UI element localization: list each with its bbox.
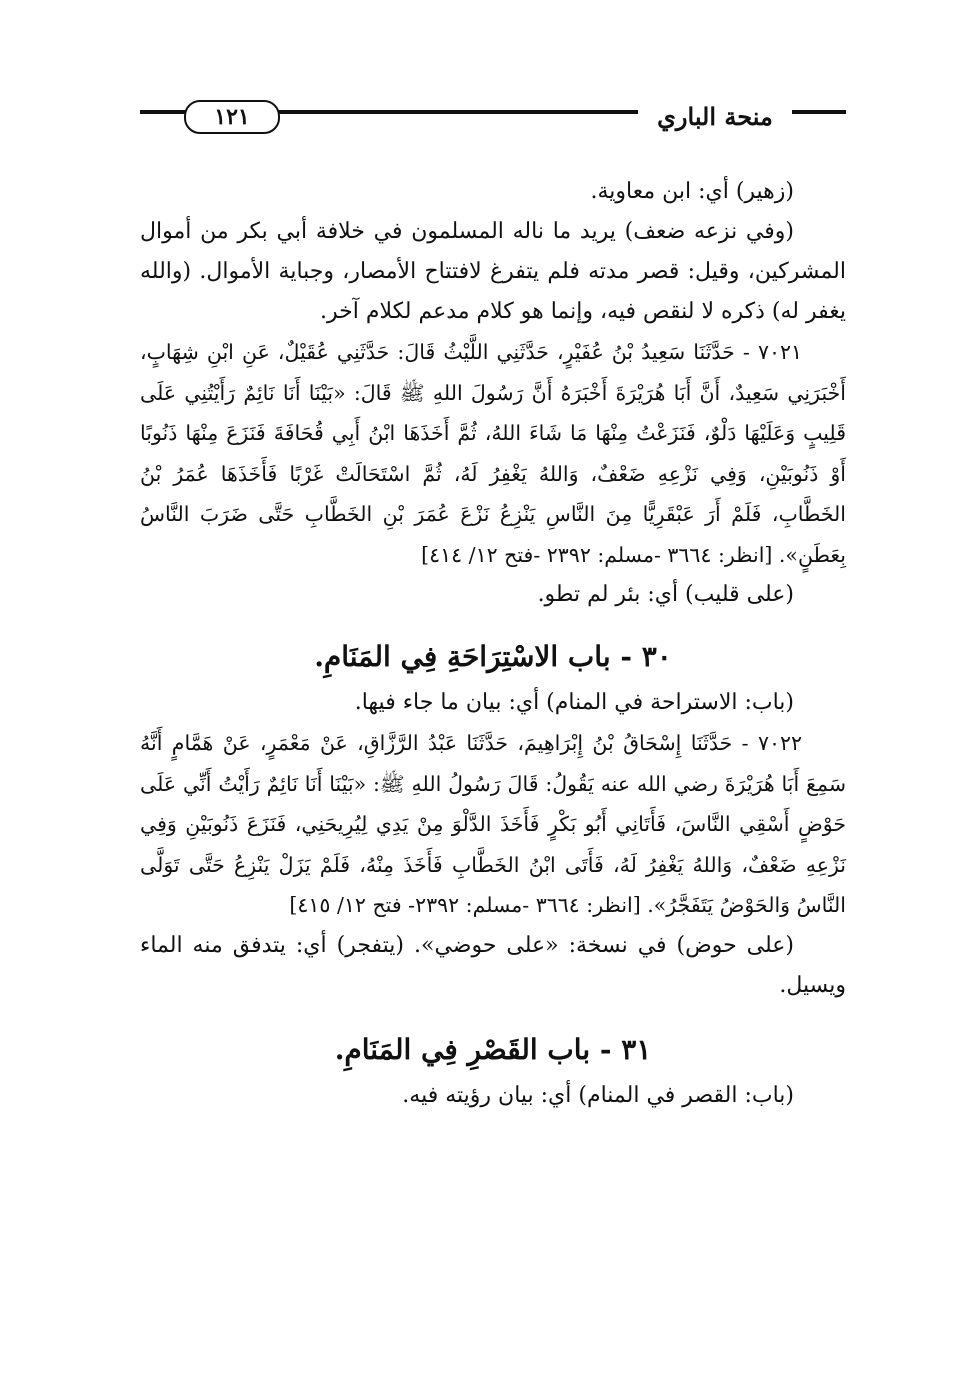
page-header bbox=[140, 100, 846, 140]
commentary-paragraph-3: (على قليب) أي: بئر لم تطو. bbox=[537, 582, 794, 607]
commentary-paragraph-4: (باب: الاستراحة في المنام) أي: بيان ما جاء فيها. bbox=[354, 690, 794, 715]
header-rule-middle bbox=[268, 110, 638, 114]
header-rule-right bbox=[792, 110, 846, 114]
chapter-heading-31: ٣١ - باب القَصْرِ فِي المَنَامِ. bbox=[334, 1032, 652, 1066]
book-title: منحة الباري bbox=[657, 102, 773, 131]
page-number: ١٢١ bbox=[184, 100, 280, 134]
chapter-heading-30: ٣٠ - باب الاسْتِرَاحَةِ فِي المَنَامِ. bbox=[314, 640, 672, 673]
commentary-paragraph-2: (وفي نزعه ضعف) يريد ما ناله المسلمون في خلافة أبي بكر من أموال المشركين، وقيل: قصر مدته فلم يتفرغ لافتتاح الأمصار، وجباية الأموال. (والله يغفر له) ذكره لا لنقص فيه، وإنما هو كلام مدعم لكلام آخر. bbox=[140, 219, 846, 324]
hadith-7021: ٧٠٢١ - حَدَّثَنَا سَعِيدُ بْنُ عُفَيْرٍ، حَدَّثَنِي اللَّيْثُ قَالَ: حَدَّثَنِي عُقَيْلٌ، عَنِ ابْنِ شِهَابٍ، أَخْبَرَنِي سَعِيدٌ، أَنَّ أَبَا هُرَيْرَةَ أَخْبَرَهُ أَنَّ رَسُولَ اللهِ ﷺ قَالَ: «بَيْنَا أَنَا نَائِمٌ رَأَيْتُنِي عَلَى قَلِيبٍ وَعَلَيْهَا دَلْوٌ، فَنَزَعْتُ مِنْهَا مَا شَاءَ اللهُ، ثُمَّ أَخَذَهَا ابْنُ أَبِي قُحَافَةَ فَنَزَعَ مِنْهَا ذَنُوبًا أَوْ ذَنُوبَيْنِ، وَفِي نَزْعِهِ ضَعْفٌ، وَاللهُ يَغْفِرُ لَهُ، ثُمَّ اسْتَحَالَتْ غَرْبًا فَأَخَذَهَا عُمَرُ بْنُ الخَطَّابِ، فَلَمْ أَرَ عَبْقَرِيًّا مِنَ النَّاسِ يَنْزِعُ نَزْعَ عُمَرَ بْنِ الخَطَّابِ حَتَّى ضَرَبَ النَّاسُ بِعَطَنٍ». [انظر: ٣٦٦٤ -مسلم: ٢٣٩٢ -فتح ١٢/ ٤١٤] bbox=[140, 340, 846, 567]
page-body bbox=[140, 172, 846, 1116]
hadith-7022: ٧٠٢٢ - حَدَّثَنَا إِسْحَاقُ بْنُ إِبْرَاهِيمَ، حَدَّثَنَا عَبْدُ الرَّزَّاقِ، عَنْ مَعْمَرٍ، عَنْ هَمَّامٍ أَنَّهُ سَمِعَ أَبَا هُرَيْرَةَ رضي الله عنه يَقُولُ: قَالَ رَسُولُ اللهِ ﷺ: «بَيْنَا أَنَا نَائِمٌ رَأَيْتُ أَنِّي عَلَى حَوْضٍ أَسْقِي النَّاسَ، فَأَتَانِي أَبُو بَكْرٍ فَأَخَذَ الدَّلْوَ مِنْ يَدِي لِيُرِيحَنِي، فَنَزَعَ ذَنُوبَيْنِ وَفِي نَزْعِهِ ضَعْفٌ، وَاللهُ يَغْفِرُ لَهُ، فَأَتَى ابْنُ الخَطَّابِ فَأَخَذَ مِنْهُ، فَلَمْ يَزَلْ يَنْزِعُ حَتَّى تَوَلَّى النَّاسُ وَالحَوْضُ يَتَفَجَّرُ». [انظر: ٣٦٦٤ -مسلم: ٢٣٩٢- فتح ١٢/ ٤١٥] bbox=[140, 731, 846, 917]
commentary-paragraph-5: (على حوض) في نسخة: «على حوضي». (يتفجر) أي: يتدفق منه الماء ويسيل. bbox=[140, 932, 846, 998]
commentary-paragraph-6: (باب: القصر في المنام) أي: بيان رؤيته فيه. bbox=[402, 1082, 794, 1108]
commentary-paragraph-1: (زهير) أي: ابن معاوية. bbox=[590, 179, 794, 204]
